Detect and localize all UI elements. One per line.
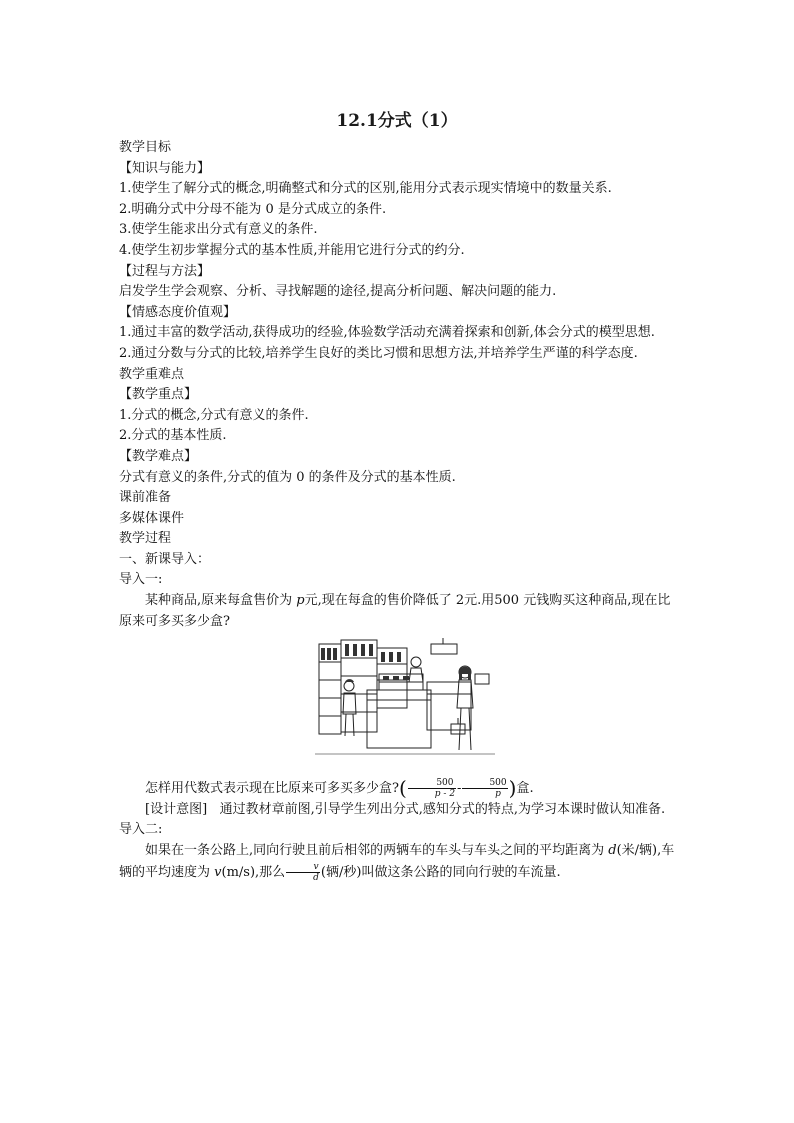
focus-heading: 【教学重点】 — [119, 387, 198, 403]
prep-heading: 课前准备 — [119, 490, 172, 506]
intro2-text-c: (m/s),那么 — [221, 864, 286, 880]
focus-item: 2.分式的基本性质. — [119, 428, 227, 444]
intro2-text-a: 如果在一条公路上,同向行驶且前后相邻的两辆车的车头与车头之间的平均距离为 — [145, 843, 609, 859]
variable-p: p — [296, 593, 305, 609]
fraction-denominator: p - 2 — [434, 789, 456, 800]
intro1-heading: 导入一: — [119, 572, 163, 588]
minus-sign: - — [457, 781, 462, 797]
keypoints-heading: 教学重难点 — [119, 366, 185, 382]
process-heading: 【过程与方法】 — [119, 263, 211, 279]
question-text-b: 盒. — [516, 781, 534, 797]
focus-item: 1.分式的概念,分式有意义的条件. — [119, 407, 309, 423]
fraction-denominator: d — [313, 872, 319, 883]
fraction-numerator: v — [286, 862, 320, 873]
intro2-paragraph — [119, 841, 679, 883]
document-body — [119, 138, 679, 883]
knowledge-item: 4.使学生初步掌握分式的基本性质,并能用它进行分式的约分. — [119, 242, 465, 258]
intro1-text-a: 某种商品,原来每盒售价为 — [145, 593, 297, 609]
left-paren: ( — [398, 776, 407, 801]
variable-v: v — [214, 864, 222, 880]
emotion-item: 2.通过分数与分式的比较,培养学生良好的类比习惯和思想方法,并培养学生严谨的科学态度. — [119, 345, 638, 361]
knowledge-item: 1.使学生了解分式的概念,明确整式和分式的区别,能用分式表示现实情境中的数量关系. — [119, 181, 612, 197]
intro2-text-b: (米/辆),车辆的平均速度为 — [119, 843, 675, 880]
page-title: 12.1分式（1） — [336, 111, 458, 131]
fraction-numerator: 500 — [462, 778, 507, 789]
question-paragraph — [119, 778, 679, 800]
prep-text: 多媒体课件 — [119, 510, 185, 526]
design-label: [设计意图] — [145, 801, 208, 817]
variable-d: d — [608, 843, 617, 859]
design-intent-paragraph — [119, 800, 679, 821]
fraction-500-over-p-minus-2 — [408, 778, 456, 799]
knowledge-heading: 【知识与能力】 — [119, 160, 211, 176]
shop-scene-illustration — [315, 638, 495, 764]
knowledge-item: 2.明确分式中分母不能为 0 是分式成立的条件. — [119, 201, 387, 217]
emotion-item: 1.通过丰富的数学活动,获得成功的经验,体验数学活动充满着探索和创新,体会分式的模型思想. — [119, 325, 655, 341]
intro1-paragraph — [119, 591, 679, 632]
fraction-denominator: p — [495, 789, 501, 800]
intro1-text-b: 元,现在每盒的售价降低了 2元.用500 元钱购买这种商品,现在比原来可多买多少盒? — [119, 593, 671, 629]
process2-heading: 教学过程 — [119, 531, 172, 547]
section1-heading: 一、新课导入： — [119, 551, 211, 567]
fraction-500-over-p — [462, 778, 507, 799]
intro2-heading: 导入二: — [119, 822, 163, 838]
process-text: 启发学生学会观察、分析、寻找解题的途径,提高分析问题、解决问题的能力. — [119, 284, 557, 300]
intro2-text-d: (辆/秒)叫做这条公路的同向行驶的车流量. — [320, 864, 561, 880]
right-paren: ) — [508, 776, 517, 801]
objectives-heading: 教学目标 — [119, 140, 172, 155]
fraction-numerator: 500 — [408, 778, 456, 789]
design-text: 通过教材章前图,引导学生列出分式,感知分式的特点,为学习本课时做认知准备. — [219, 801, 666, 817]
difficulty-heading: 【教学难点】 — [119, 448, 198, 464]
question-text-a: 怎样用代数式表示现在比原来可多买多少盒? — [145, 781, 399, 797]
store-illustration — [119, 638, 679, 768]
difficulty-text: 分式有意义的条件,分式的值为 0 的条件及分式的基本性质. — [119, 469, 456, 485]
emotion-heading: 【情感态度价值观】 — [119, 304, 237, 320]
knowledge-item: 3.使学生能求出分式有意义的条件. — [119, 222, 318, 238]
fraction-v-over-d — [286, 862, 320, 883]
